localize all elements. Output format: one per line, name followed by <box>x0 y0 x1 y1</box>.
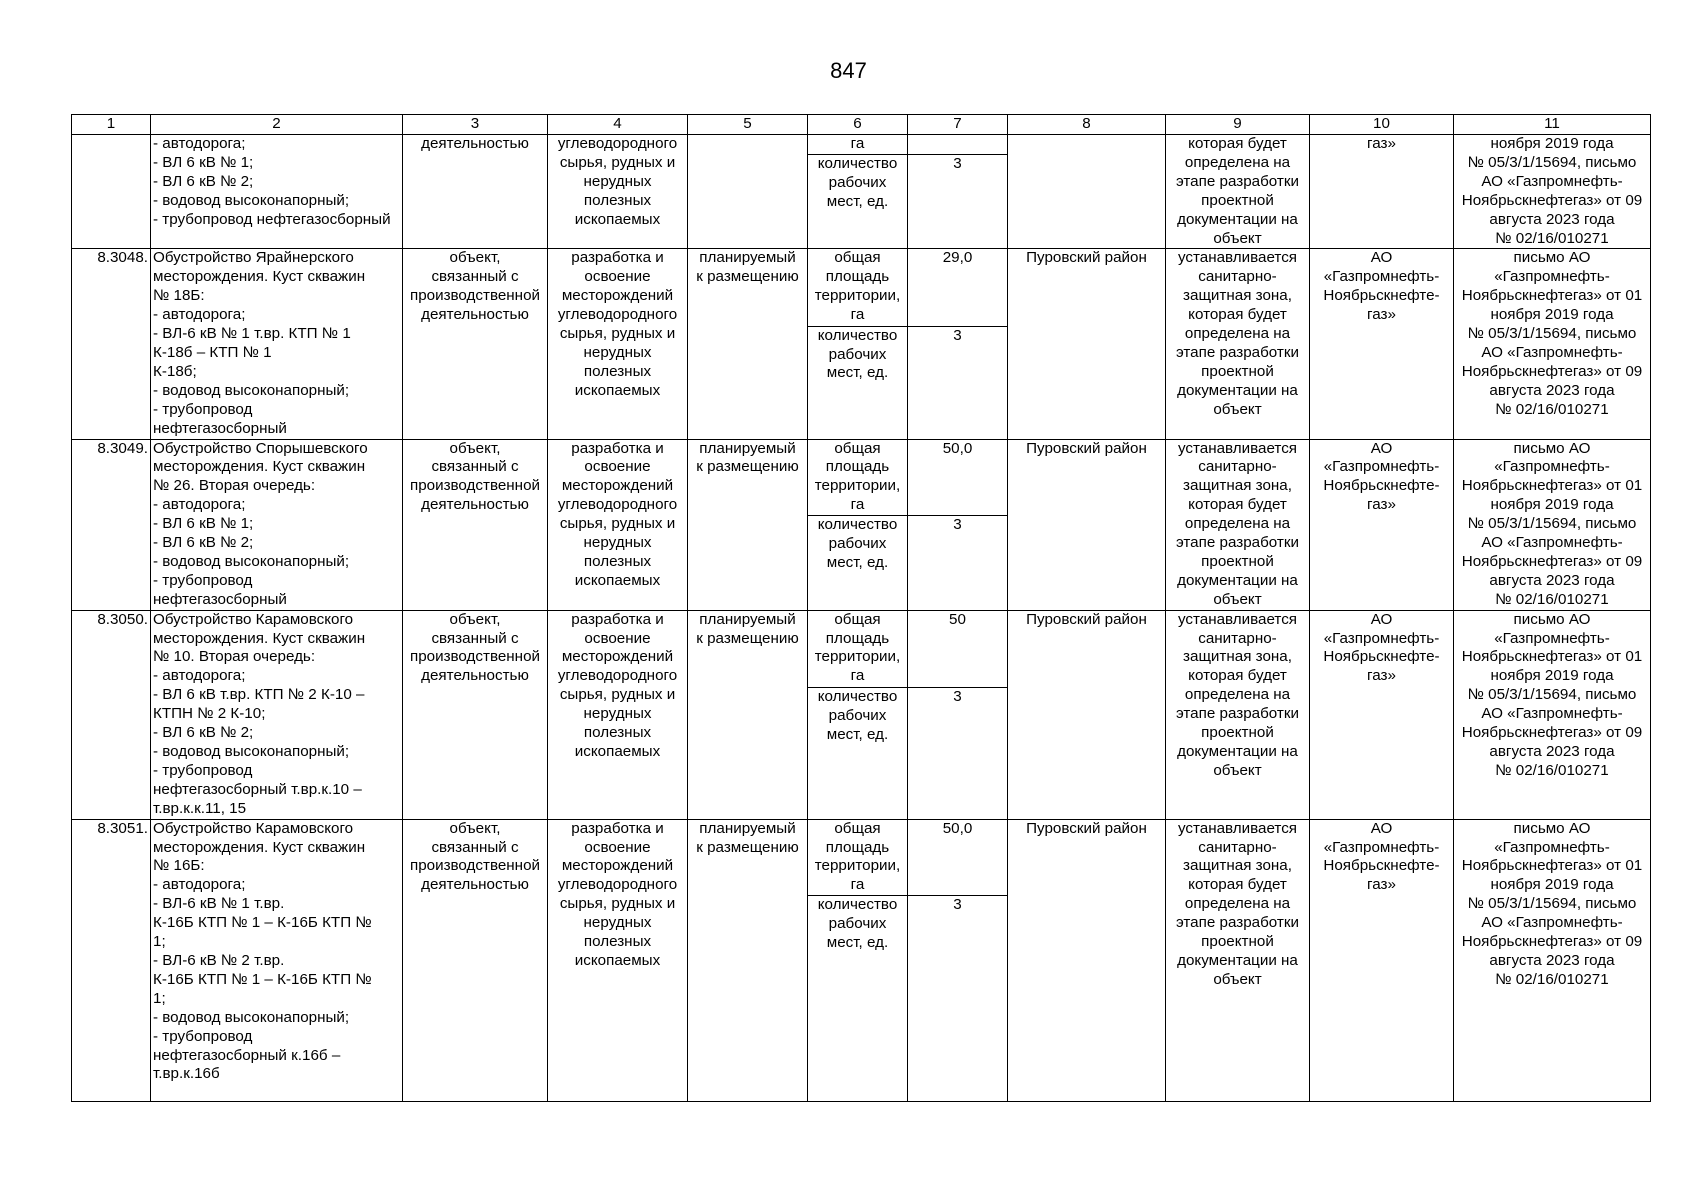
parameter-label-cell: количество рабочих мест, ед. <box>808 326 908 439</box>
owner-cell: газ» <box>1310 135 1454 249</box>
object-status-cell: планируемый к размещению <box>688 439 808 610</box>
column-header: 6 <box>808 115 908 135</box>
parameter-value-cell: 3 <box>908 516 1008 610</box>
owner-cell: АО «Газпромнефть- Ноябрьскнефте- газ» <box>1310 610 1454 819</box>
column-header: 3 <box>403 115 548 135</box>
location-cell: Пуровский район <box>1008 610 1166 819</box>
object-type-cell: объект, связанный с производственной деятельностью <box>403 610 548 819</box>
zone-cell: устанавливается санитарно- защитная зона, которая будет определена на этапе разработки проектной документации на объект <box>1166 439 1310 610</box>
parameter-label-cell: общая площадь территории, га <box>808 249 908 326</box>
parameter-label-cell: количество рабочих мест, ед. <box>808 516 908 610</box>
parameter-label-cell: количество рабочих мест, ед. <box>808 687 908 819</box>
parameter-label-cell: общая площадь территории, га <box>808 819 908 896</box>
owner-cell: АО «Газпромнефть- Ноябрьскнефте- газ» <box>1310 819 1454 1102</box>
source-cell: ноября 2019 года № 05/3/1/15694, письмо АО «Газпромнефть- Ноябрьскнефтегаз» от 09 августа 2023 года № 02/16/010271 <box>1454 135 1651 249</box>
parameter-label-cell: общая площадь территории, га <box>808 439 908 516</box>
parameter-value-cell: 29,0 <box>908 249 1008 326</box>
row-number-cell: 8.3048. <box>72 249 151 439</box>
column-header: 9 <box>1166 115 1310 135</box>
parameter-value-cell: 3 <box>908 154 1008 248</box>
object-status-cell: планируемый к размещению <box>688 610 808 819</box>
zone-cell: которая будет определена на этапе разработки проектной документации на объект <box>1166 135 1310 249</box>
column-header: 4 <box>548 115 688 135</box>
object-type-cell: объект, связанный с производственной деятельностью <box>403 819 548 1102</box>
object-type-cell: объект, связанный с производственной деятельностью <box>403 249 548 439</box>
object-name-cell: Обустройство Спорышевского месторождения. Куст скважин № 26. Вторая очередь: - автодорога; - ВЛ 6 кВ № 1; - ВЛ 6 кВ № 2; - водовод высоконапорный; - трубопровод нефтегазосборный <box>151 439 403 610</box>
row-number-cell: 8.3051. <box>72 819 151 1102</box>
location-cell: Пуровский район <box>1008 439 1166 610</box>
column-number-row <box>72 115 1651 135</box>
object-purpose-cell: разработка и освоение месторождений углеводородного сырья, рудных и нерудных полезных ископаемых <box>548 439 688 610</box>
source-cell: письмо АО «Газпромнефть- Ноябрьскнефтегаз» от 01 ноября 2019 года № 05/3/1/15694, письмо АО «Газпромнефть- Ноябрьскнефтегаз» от 09 августа 2023 года № 02/16/010271 <box>1454 249 1651 439</box>
parameter-value-cell: 50,0 <box>908 439 1008 516</box>
column-header: 1 <box>72 115 151 135</box>
zone-cell: устанавливается санитарно- защитная зона, которая будет определена на этапе разработки проектной документации на объект <box>1166 610 1310 819</box>
object-purpose-cell: разработка и освоение месторождений углеводородного сырья, рудных и нерудных полезных ископаемых <box>548 249 688 439</box>
object-name-cell: Обустройство Карамовского месторождения. Куст скважин № 16Б: - автодорога; - ВЛ-6 кВ № 1 т.вр. К-16Б КТП № 1 – К-16Б КТП № 1; - ВЛ-6 кВ № 2 т.вр. К-16Б КТП № 1 – К-16Б КТП № 1; - водовод высоконапорный; - трубопровод нефтегазосборный к.16б – т.вр.к.16б <box>151 819 403 1102</box>
location-cell <box>1008 135 1166 249</box>
parameter-value-cell: 3 <box>908 896 1008 1102</box>
owner-cell: АО «Газпромнефть- Ноябрьскнефте- газ» <box>1310 439 1454 610</box>
parameter-value-cell: 50,0 <box>908 819 1008 896</box>
row-number-cell <box>72 135 151 249</box>
parameter-value-cell: 50 <box>908 610 1008 687</box>
column-header: 8 <box>1008 115 1166 135</box>
parameter-label-cell: общая площадь территории, га <box>808 610 908 687</box>
page-number: 847 <box>830 58 867 83</box>
parameter-value-cell <box>908 135 1008 155</box>
column-header: 5 <box>688 115 808 135</box>
object-type-cell: объект, связанный с производственной деятельностью <box>403 439 548 610</box>
objects-register-table <box>71 114 1651 1102</box>
source-cell: письмо АО «Газпромнефть- Ноябрьскнефтегаз» от 01 ноября 2019 года № 05/3/1/15694, письмо АО «Газпромнефть- Ноябрьскнефтегаз» от 09 августа 2023 года № 02/16/010271 <box>1454 610 1651 819</box>
row-number-cell: 8.3049. <box>72 439 151 610</box>
location-cell: Пуровский район <box>1008 819 1166 1102</box>
table-row <box>72 249 1651 326</box>
object-purpose-cell: разработка и освоение месторождений углеводородного сырья, рудных и нерудных полезных ископаемых <box>548 819 688 1102</box>
table-row <box>72 439 1651 516</box>
parameter-label-cell: количество рабочих мест, ед. <box>808 896 908 1102</box>
source-cell: письмо АО «Газпромнефть- Ноябрьскнефтегаз» от 01 ноября 2019 года № 05/3/1/15694, письмо АО «Газпромнефть- Ноябрьскнефтегаз» от 09 августа 2023 года № 02/16/010271 <box>1454 439 1651 610</box>
parameter-label-cell: га <box>808 135 908 155</box>
source-cell: письмо АО «Газпромнефть- Ноябрьскнефтегаз» от 01 ноября 2019 года № 05/3/1/15694, письмо АО «Газпромнефть- Ноябрьскнефтегаз» от 09 августа 2023 года № 02/16/010271 <box>1454 819 1651 1102</box>
parameter-value-cell: 3 <box>908 326 1008 439</box>
table-row-continuation <box>72 135 1651 155</box>
table-row <box>72 819 1651 896</box>
owner-cell: АО «Газпромнефть- Ноябрьскнефте- газ» <box>1310 249 1454 439</box>
object-name-cell: - автодорога; - ВЛ 6 кВ № 1; - ВЛ 6 кВ № 2; - водовод высоконапорный; - трубопровод нефтегазосборный <box>151 135 403 249</box>
location-cell: Пуровский район <box>1008 249 1166 439</box>
column-header: 2 <box>151 115 403 135</box>
column-header: 10 <box>1310 115 1454 135</box>
zone-cell: устанавливается санитарно- защитная зона, которая будет определена на этапе разработки проектной документации на объект <box>1166 819 1310 1102</box>
object-status-cell: планируемый к размещению <box>688 249 808 439</box>
column-header: 11 <box>1454 115 1651 135</box>
object-name-cell: Обустройство Карамовского месторождения. Куст скважин № 10. Вторая очередь: - автодорога; - ВЛ 6 кВ т.вр. КТП № 2 К-10 – КТПН № 2 К-10; - ВЛ 6 кВ № 2; - водовод высоконапорный; - трубопровод нефтегазосборный т.вр.к.10 – т.вр.к.к.11, 15 <box>151 610 403 819</box>
table-row <box>72 610 1651 687</box>
parameter-value-cell: 3 <box>908 687 1008 819</box>
row-number-cell: 8.3050. <box>72 610 151 819</box>
parameter-label-cell: количество рабочих мест, ед. <box>808 154 908 248</box>
object-name-cell: Обустройство Ярайнерского месторождения. Куст скважин № 18Б: - автодорога; - ВЛ-6 кВ № 1 т.вр. КТП № 1 К-18б – КТП № 1 К-18б; - водовод высоконапорный; - трубопровод нефтегазосборный <box>151 249 403 439</box>
column-header: 7 <box>908 115 1008 135</box>
object-status-cell: планируемый к размещению <box>688 819 808 1102</box>
object-status-cell <box>688 135 808 249</box>
object-purpose-cell: разработка и освоение месторождений углеводородного сырья, рудных и нерудных полезных ископаемых <box>548 610 688 819</box>
object-purpose-cell: углеводородного сырья, рудных и нерудных полезных ископаемых <box>548 135 688 249</box>
zone-cell: устанавливается санитарно- защитная зона, которая будет определена на этапе разработки проектной документации на объект <box>1166 249 1310 439</box>
object-type-cell: деятельностью <box>403 135 548 249</box>
